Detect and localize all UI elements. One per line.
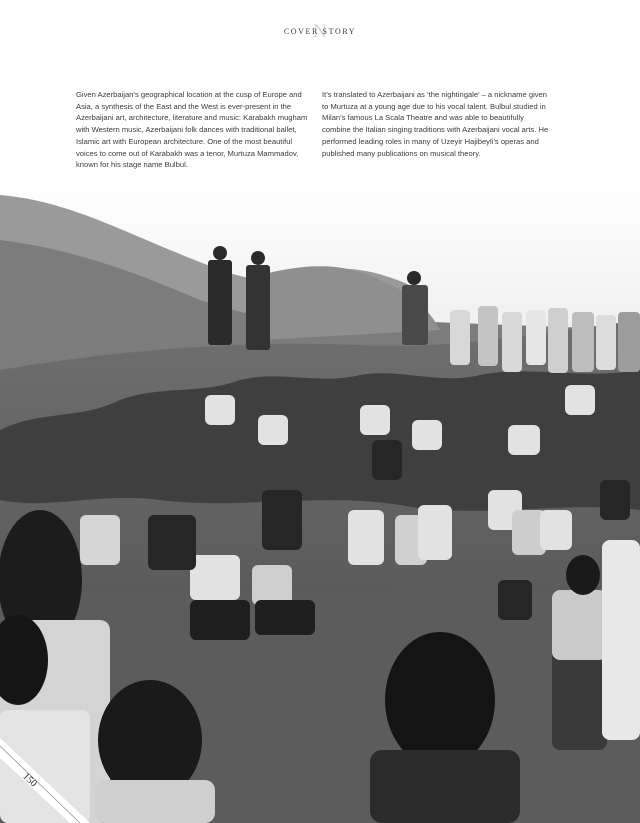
section-header (0, 21, 640, 42)
crowd-photograph (0, 180, 640, 823)
article-column-left: Given Azerbaijan’s geographical location at the cusp of Europe and Asia, a synthesis of the East and the West is ever-present in the Azerbaijani art, architecture, literature and music: Karabakh mugham with Western music, Azerbaijani folk dances with traditional ballet, Islamic art with European architecture. One of the most beautiful voices to come out of Karabakh was a tenor, Murtuza Mammadov, known for his stage name Bulbul. (76, 90, 308, 170)
section-title-left: COVER (283, 27, 319, 36)
photo-figures-right (450, 306, 640, 373)
article-column-right: It’s translated to Azerbaijani as ‘the nightingale’ – a nickname given to Murtuza at a young age due to his vocal talent. Bulbul studied in Milan’s famous La Scala Theatre and was able to beautifully combine the Italian singing traditions with Azerbaijani vocal arts. He performed leading roles in many of Uzeyir Hajibeyli’s operas and published many publications on musical theory. (322, 90, 549, 158)
section-title (284, 27, 356, 36)
section-title-right: STORY (322, 27, 357, 36)
folio-corner (0, 738, 90, 823)
folio-rule (0, 746, 80, 823)
folio-band (0, 738, 90, 823)
section-monogram: N (313, 21, 327, 42)
page-number: 150 (20, 771, 39, 790)
